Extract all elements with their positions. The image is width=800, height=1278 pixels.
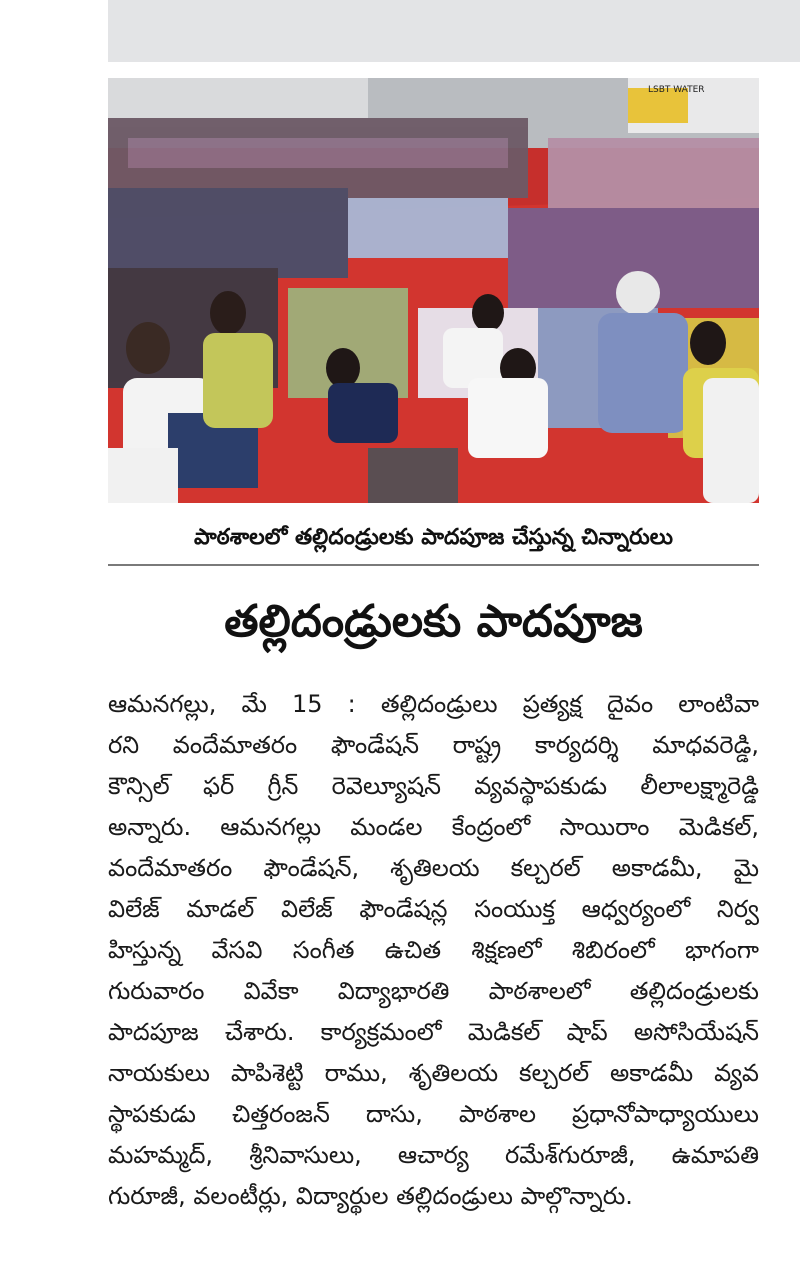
article-line: మహమ్మద్, శ్రీనివాసులు, ఆచార్య రమేశ్‌గురూజీ, ఉమాపతి xyxy=(108,1141,759,1169)
article-line: గురువారం వివేకా విద్యాభారతి పాఠశాలలో తల్లిదండ్రులకు xyxy=(108,977,759,1005)
article-line: రని వందేమాతరం ఫౌండేషన్ రాష్ట్ర కార్యదర్శి మాధవరెడ్డి, xyxy=(108,731,759,759)
article-line: స్థాపకుడు చిత్తరంజన్ దాసు, పాఠశాల ప్రధానోపాధ్యాయులు xyxy=(108,1100,759,1128)
news-photo xyxy=(108,78,759,503)
article-line: గురూజీ, వలంటీర్లు, విద్యార్థుల తల్లిదండ్రులు పాల్గొన్నారు. xyxy=(108,1182,633,1210)
article-line: నాయకులు పాపిశెట్టి రాము, శృతిలయ కల్చరల్ అకాడమీ వ్యవ xyxy=(108,1059,759,1087)
article-line: కౌన్సిల్ ఫర్ గ్రీన్ రెవెల్యూషన్ వ్యవస్థాపకుడు లీలాలక్ష్మారెడ్డి xyxy=(108,772,759,800)
article-line: వందేమాతరం ఫౌండేషన్, శృతిలయ కల్చరల్ అకాడమీ, మై xyxy=(108,854,759,882)
article-line: హిస్తున్న వేసవి సంగీత ఉచిత శిక్షణలో శిబిరంలో భాగంగా xyxy=(108,936,759,964)
article-line: అన్నారు. ఆమనగల్లు మండల కేంద్రంలో సాయిరాం మెడికల్, xyxy=(108,813,759,841)
top-gray-bar xyxy=(108,0,800,62)
article-line: ఆమనగల్లు, మే 15 : తల్లిదండ్రులు ప్రత్యక్ష దైవం లాంటివా xyxy=(108,690,759,718)
article-headline: తల్లిదండ్రులకు పాదపూజ xyxy=(224,596,643,647)
article-line: పాదపూజ చేశారు. కార్యక్రమంలో మెడికల్ షాప్ అసోసియేషన్ xyxy=(108,1018,759,1046)
article-line: విలేజ్ మాడల్ విలేజ్ ఫౌండేషన్ల సంయుక్త ఆధ్వర్యంలో నిర్వ xyxy=(108,895,759,923)
photo-caption: పాఠశాలలో తల్లిదండ్రులకు పాదపూజ చేస్తున్న చిన్నారులు xyxy=(108,516,759,566)
sign-text: LSBT WATER xyxy=(648,85,705,95)
article-body xyxy=(108,684,759,1217)
